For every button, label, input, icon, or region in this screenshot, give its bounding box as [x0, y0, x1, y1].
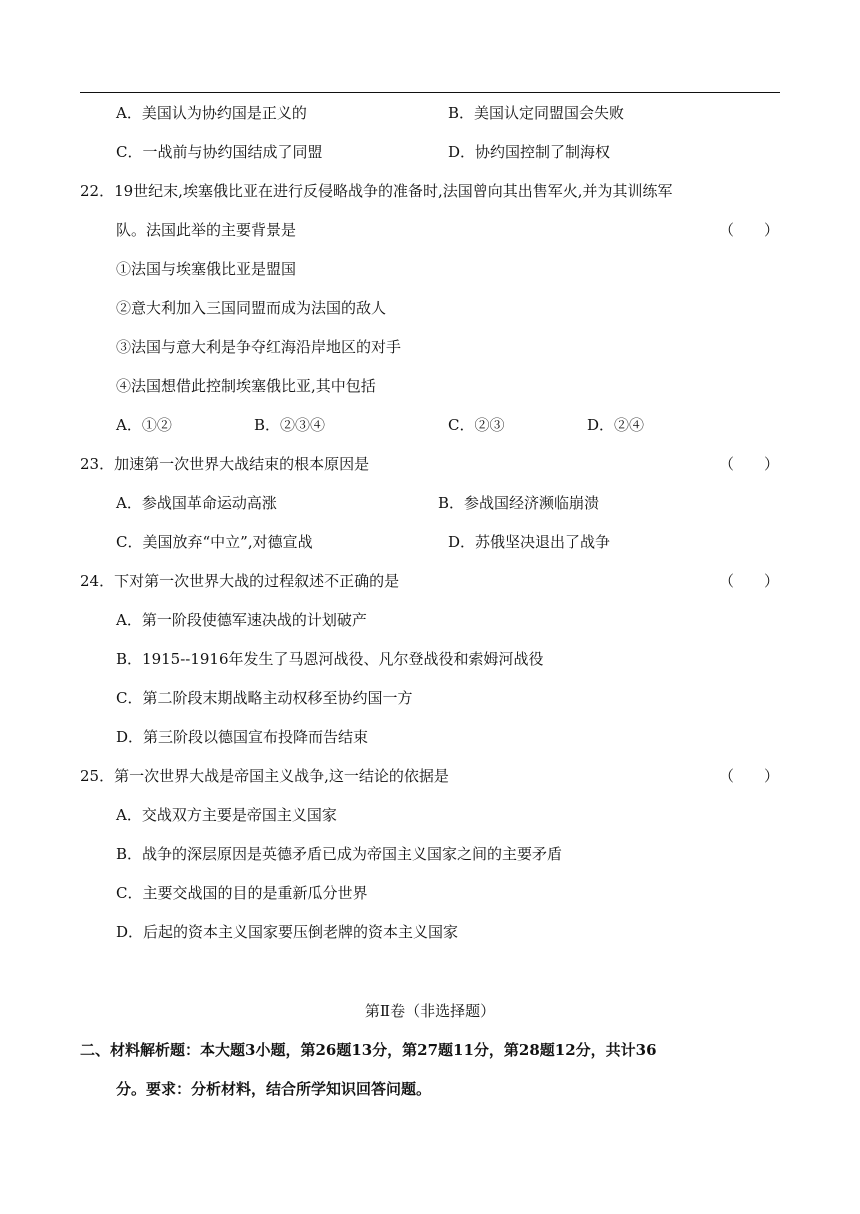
q22-stem-line1: 22．19世纪末,埃塞俄比亚在进行反侵略战争的准备时,法国曾向其出售军火,并为其训练军 [80, 182, 673, 200]
q21-option-d: D．协约国控制了制海权 [448, 143, 611, 161]
q23-option-c: C．美国放弃“中立”,对德宣战 [116, 533, 313, 551]
section2-heading-line1: 二、材料解析题：本大题3小题，第26题13分，第27题11分，第28题12分，共计36 [80, 1041, 657, 1059]
q23-stem: 23．加速第一次世界大战结束的根本原因是 [80, 455, 370, 473]
q25-stem: 25．第一次世界大战是帝国主义战争,这一结论的依据是 [80, 767, 449, 785]
q22-stem-line2: 队。法国此举的主要背景是 [116, 221, 297, 239]
q23-option-d: D．苏俄坚决退出了战争 [448, 533, 611, 551]
q22-statement-3: ③法国与意大利是争夺红海沿岸地区的对手 [116, 338, 402, 356]
q22-option-b: B．②③④ [254, 416, 326, 434]
section2-title: 第Ⅱ卷（非选择题） [364, 1002, 496, 1020]
q23-option-b: B．参战国经济濒临崩溃 [438, 494, 600, 512]
q25-option-b: B．战争的深层原因是英德矛盾已成为帝国主义国家之间的主要矛盾 [116, 845, 563, 863]
q25-option-d: D．后起的资本主义国家要压倒老牌的资本主义国家 [116, 923, 459, 941]
q24-answer-paren: （ ） [719, 572, 780, 590]
q25-option-a: A．交战双方主要是帝国主义国家 [116, 806, 337, 824]
q24-option-d: D．第三阶段以德国宣布投降而告结束 [116, 728, 369, 746]
header-rule [80, 92, 780, 93]
section2-heading-line2: 分。要求：分析材料，结合所学知识回答问题。 [116, 1080, 432, 1098]
q24-option-c: C．第二阶段末期战略主动权移至协约国一方 [116, 689, 413, 707]
q24-option-b: B．1915--1916年发生了马恩河战役、凡尔登战役和索姆河战役 [116, 650, 544, 668]
q21-option-a: A．美国认为协约国是正义的 [116, 104, 307, 122]
q25-answer-paren: （ ） [719, 767, 780, 785]
q22-statement-2: ②意大利加入三国同盟而成为法国的敌人 [116, 299, 387, 317]
q22-option-d: D．②④ [587, 416, 645, 434]
q22-statement-4: ④法国想借此控制埃塞俄比亚,其中包括 [116, 377, 376, 395]
q24-option-a: A．第一阶段使德军速决战的计划破产 [116, 611, 367, 629]
q22-option-c: C．②③ [448, 416, 505, 434]
q23-answer-paren: （ ） [719, 455, 780, 473]
q25-option-c: C．主要交战国的目的是重新瓜分世界 [116, 884, 368, 902]
q21-option-b: B．美国认定同盟国会失败 [448, 104, 625, 122]
q23-option-a: A．参战国革命运动高涨 [116, 494, 277, 512]
q22-answer-paren: （ ） [719, 221, 780, 239]
q22-option-a: A．①② [116, 416, 172, 434]
q22-statement-1: ①法国与埃塞俄比亚是盟国 [116, 260, 297, 278]
q24-stem: 24．下对第一次世界大战的过程叙述不正确的是 [80, 572, 400, 590]
q21-option-c: C．一战前与协约国结成了同盟 [116, 143, 323, 161]
